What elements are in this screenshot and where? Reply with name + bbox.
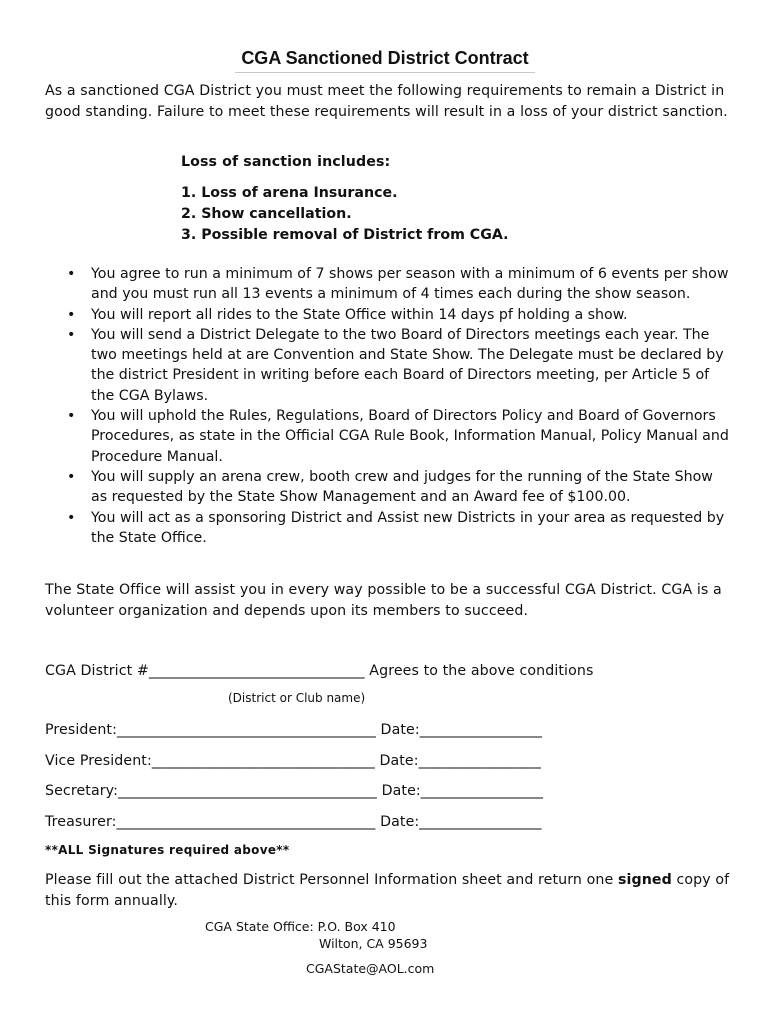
title-underline: [235, 72, 535, 73]
signatures-required-note: **ALL Signatures required above**: [45, 843, 290, 857]
signed-emphasis: signed: [617, 872, 672, 888]
bullet-icon: •: [67, 468, 76, 485]
loss-item: 1. Loss of arena Insurance.: [181, 185, 398, 201]
requirement-item: [67, 406, 731, 467]
closing-paragraph: The State Office will assist you in every way possible to be a successful CGA District. CGA is a volunteer organization and depends upon its members to succeed.: [45, 582, 722, 619]
requirement-text: You will send a District Delegate to the two Board of Directors meetings each year. The two meetings held at are Convention and State Show. The Delegate must be declared by the district President in writing before each Board of Directors meeting, per Article 5 of the CGA Bylaws.: [91, 326, 724, 404]
loss-of-sanction-heading: Loss of sanction includes:: [181, 154, 391, 170]
requirement-item: [67, 305, 731, 325]
vice-president-signature-line[interactable]: Vice President:_______________________________ Date:_________________: [45, 753, 541, 769]
state-office-city: Wilton, CA 95693: [319, 936, 428, 951]
requirement-item: [67, 508, 731, 549]
requirement-text: You will supply an arena crew, booth crew and judges for the running of the State Show as requested by the State Show Management and an Award fee of $100.00.: [91, 468, 713, 506]
state-office-address: CGA State Office: P.O. Box 410: [205, 919, 396, 934]
district-number-field[interactable]: CGA District #______________________________ Agrees to the above conditions: [45, 663, 594, 679]
fill-out-instructions: [45, 870, 745, 911]
requirement-text: You agree to run a minimum of 7 shows per season with a minimum of 6 events per show and you must run all 13 events a minimum of 4 times each during the show season.: [91, 266, 729, 303]
requirement-text: You will act as a sponsoring District and Assist new Districts in your area as requested by the State Office.: [91, 509, 725, 546]
intro-paragraph: As a sanctioned CGA District you must meet the following requirements to remain a District in good standing. Failure to meet these requirements will result in a loss of your district sanction.: [45, 83, 728, 120]
district-caption: (District or Club name): [228, 691, 366, 705]
page-title: CGA Sanctioned District Contract: [241, 48, 529, 68]
fill-out-text-end: copy of this form annually.: [45, 872, 730, 909]
state-office-email[interactable]: CGAState@AOL.com: [306, 961, 435, 976]
bullet-icon: •: [67, 326, 76, 343]
requirement-text: You will uphold the Rules, Regulations, Board of Directors Policy and Board of Governors Procedures, as state in the Official CGA Rule Book, Information Manual, Policy Manual and Procedure Manual.: [91, 408, 729, 465]
secretary-signature-line[interactable]: Secretary:____________________________________ Date:_________________: [45, 783, 544, 799]
fill-out-text: Please fill out the attached District Personnel Information sheet and return one: [45, 872, 618, 888]
requirement-item: [67, 467, 731, 508]
requirement-item: [67, 325, 731, 406]
loss-item: 3. Possible removal of District from CGA.: [181, 226, 509, 243]
requirement-text: You will report all rides to the State Office within 14 days pf holding a show.: [91, 306, 628, 323]
requirements-list: [67, 264, 731, 548]
bullet-icon: •: [67, 509, 76, 526]
loss-item: 2. Show cancellation.: [181, 205, 352, 222]
treasurer-signature-line[interactable]: Treasurer:____________________________________ Date:_________________: [45, 814, 542, 830]
bullet-icon: •: [67, 408, 76, 425]
requirement-item: [67, 264, 731, 305]
loss-of-sanction-list: [181, 183, 509, 245]
president-signature-line[interactable]: President:____________________________________ Date:_________________: [45, 722, 543, 738]
bullet-icon: •: [67, 306, 76, 323]
bullet-icon: •: [67, 266, 76, 282]
